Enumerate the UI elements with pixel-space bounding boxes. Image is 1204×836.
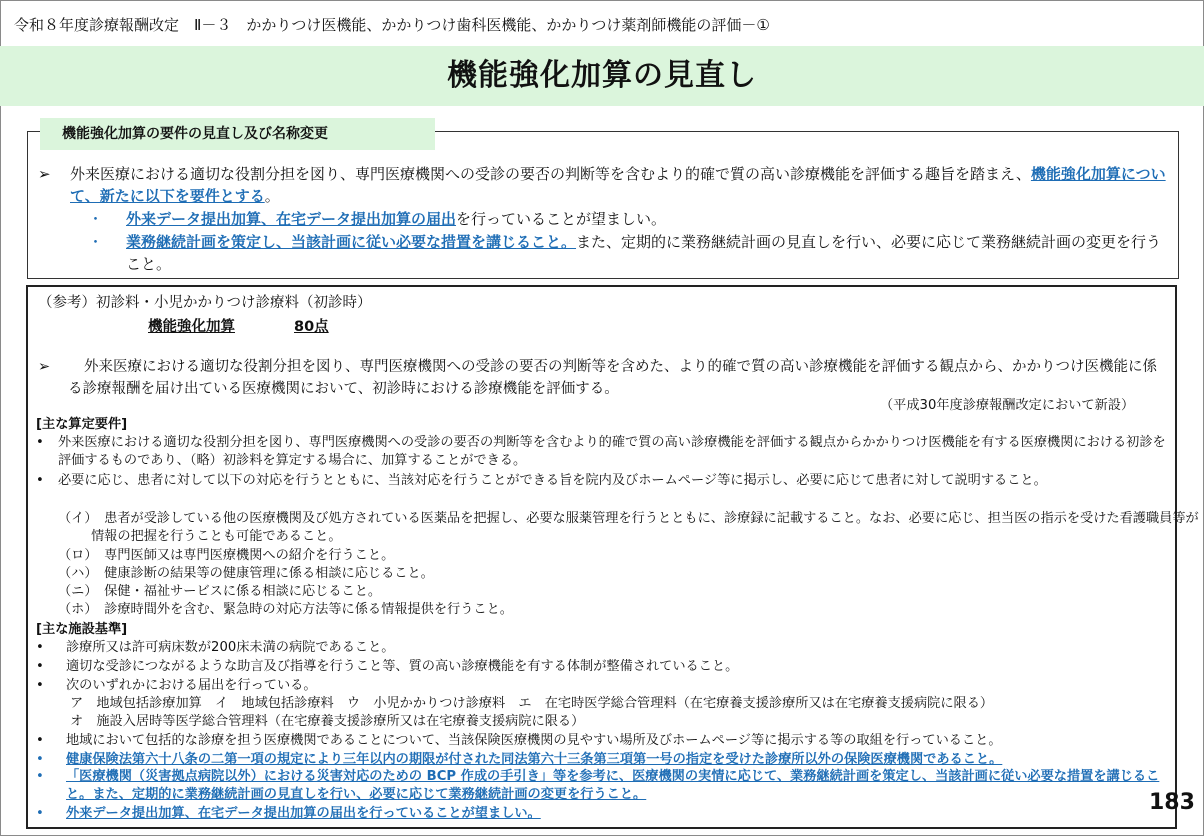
reference-note: （平成30年度診療報酬改定において新設） [880,398,1135,413]
intro-highlight: 機能強化加算について、新たに以下を要件とする [70,165,1166,205]
arrow-bullet: ➢ [38,359,51,375]
page-title: 機能強化加算の見直し [447,58,757,93]
facility-1: 診療所又は許可病床数が200床未満の病院であること。 [66,640,395,655]
reference-item-name: 機能強化加算 [148,319,235,335]
reference-item-points: 80点 [294,319,329,335]
facility-5: 健康保険法第六十八条の二第一項の規定により三年以内の期限が付された同法第六十三条第三項第一号の指定を受けた診療所以外の保険医療機関であること。 [66,752,1003,767]
bullet-dot: • [36,435,44,450]
bullet-dot: • [36,640,44,655]
page-number: 183 [1149,790,1195,815]
req-item-1-rest: を行っていることが望ましい。 [456,210,667,228]
reference-summary: 外来医療における適切な役割分担を図り、専門医療機関への受診の要否の判断等を含めた、より的確で質の高い診療機能を評価する観点から、かかりつけ医機能に係る診療報酬を届け出ている医療機関において、初診時における診療機能を評価する。 [68,359,1157,397]
requirement-item-2 [126,231,1171,275]
facility-6: 「医療機関（災害拠点病院以外）における災害対応のための BCP 作成の手引き」等を参考に、医療機関の実情に応じて、業務継続計画を策定し、当該計画に従い必要な措置を講じること。また、定期的に業務継続計画の見直しを行い、必要に応じて業務継続計画の変更を行うこと。 [66,769,1160,802]
sub-item-ha: （ハ） 健康診断の結果等の健康管理に係る相談に応じること。 [58,566,434,581]
req-item-2-rest: また、定期的に業務継続計画の見直しを行い、必要に応じて業務継続計画の変更を行うこと。 [126,233,1162,273]
facility-7: 外来データ提出加算、在宅データ提出加算の届出を行っていることが望ましい。 [66,806,541,821]
facility-3-options-a: ア 地域包括診療加算 イ 地域包括診療料 ウ 小児かかりつけ診療料 エ 在宅時医学総合管理料（在宅療養支援診療所又は在宅療養支援病院に限る） [70,696,994,711]
bullet-dot: • [36,769,44,784]
intro-text: 外来医療における適切な役割分担を図り、専門医療機関への受診の要否の判断等を含むより的確で質の高い診療機能を評価する趣旨を踏まえ、 [70,165,1031,183]
intro-paragraph [70,163,1170,207]
slide-header: 令和８年度診療報酬改定 Ⅱ－３ かかりつけ医機能、かかりつけ歯科医機能、かかりつけ薬剤師機能の評価－① [14,16,770,34]
req-item-1-highlight: 外来データ提出加算、在宅データ提出加算の届出 [126,210,457,228]
req-item-2-highlight: 業務継続計画を策定し、当該計画に従い必要な措置を講じること。 [126,233,577,251]
requirement-item-1 [126,208,1171,230]
arrow-bullet: ➢ [38,165,51,183]
facility-heading: [主な施設基準] [36,622,128,637]
sub-item-ni: （ニ） 保健・福祉サービスに係る相談に応じること。 [58,584,382,599]
bullet-dot: • [36,678,44,693]
bullet-mark: ・ [88,233,104,251]
bullet-dot: • [36,806,44,821]
bullet-dot: • [36,733,44,748]
reference-heading: （参考）初診料・小児かかりつけ診療料（初診時） [38,295,372,311]
sub-item-i: （イ） 患者が受診している他の医療機関及び処方されている医薬品を把握し、必要な服薬管理を行うとともに、診療録に記載すること。なお、必要に応じ、担当医の指示を受けた看護職員等が情報の把握を行うことも可能であること。 [58,511,1199,544]
facility-3: 次のいずれかにおける届出を行っている。 [66,678,317,693]
bullet-dot: • [36,752,44,767]
intro-end: 。 [264,187,280,205]
requirement-1: 外来医療における適切な役割分担を図り、専門医療機関への受診の要否の判断等を含むより的確で質の高い診療機能を評価する観点からかかりつけ医機能を有する医療機関における初診を評価するものであり、（略）初診料を算定する場合に、加算することができる。 [58,435,1166,468]
bullet-mark: ・ [88,210,104,228]
bullet-dot: • [36,659,44,674]
sub-item-ho: （ホ） 診療時間外を含む、緊急時の対応方法等に係る情報提供を行うこと。 [58,602,513,617]
requirements-heading: [主な算定要件] [36,417,128,432]
facility-2: 適切な受診につながるような助言及び指導を行うこと等、質の高い診療機能を有する体制が整備されていること。 [66,659,739,674]
facility-3-options-o: オ 施設入居時等医学総合管理料（在宅療養支援診療所又は在宅療養支援病院に限る） [70,714,585,729]
sub-item-ro: （ロ） 専門医師又は専門医療機関への紹介を行うこと。 [58,548,395,563]
bullet-dot: • [36,473,44,488]
section-label: 機能強化加算の要件の見直し及び名称変更 [40,118,435,150]
requirement-2: 必要に応じ、患者に対して以下の対応を行うとともに、当該対応を行うことができる旨を院内及びホームページ等に掲示し、必要に応じて患者に対して説明すること。 [58,473,1047,488]
facility-4: 地域において包括的な診療を担う医療機関であることについて、当該保険医療機関の見やすい場所及びホームページ等に掲示する等の取組を行っていること。 [66,733,1002,748]
